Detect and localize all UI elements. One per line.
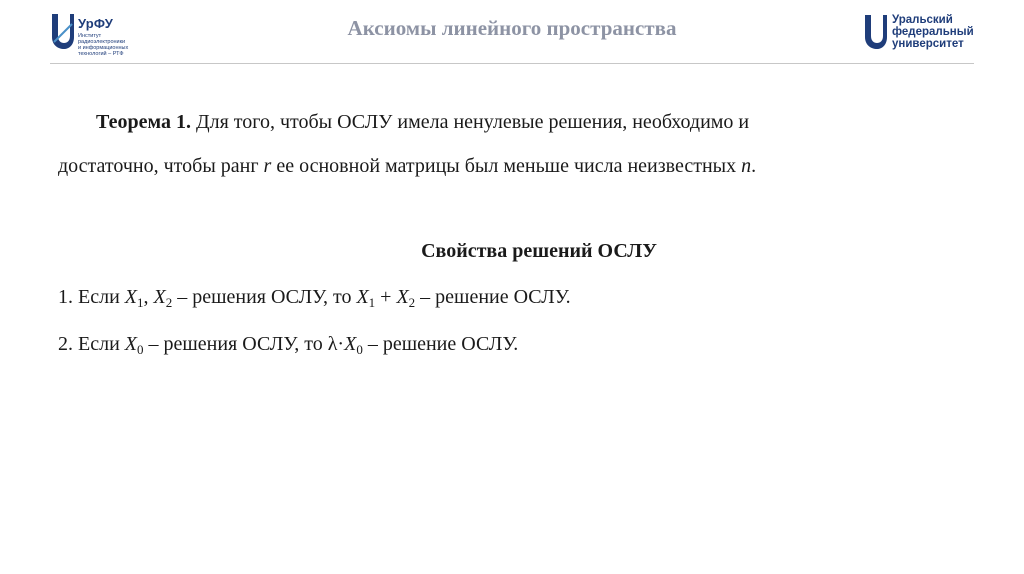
logo-institute-text: Институт радиоэлектроники и информационных технологий – РТФ [78, 33, 129, 57]
logo-brand-text: УрФУ [78, 16, 114, 31]
var-r: r [263, 155, 272, 177]
theorem-label: Теорема 1. [96, 111, 191, 133]
var-n: n [741, 155, 752, 177]
theorem-block [58, 100, 958, 188]
property-item-1: 1. Если $X_1$, $X_2$ – решения ОСЛУ, то $X_1 + X_2$ – решение ОСЛУ. [58, 286, 571, 310]
slide-title: Аксиомы линейного пространства [347, 16, 677, 40]
theorem-line-1: Теорема 1. Для того, чтобы ОСЛУ имела ненулевые решения, необходимо и [96, 111, 750, 133]
theorem-line-2: достаточно, чтобы ранг r ее основной матрицы был меньше числа неизвестных n. [58, 155, 757, 177]
logo-university-text: Уральский федеральный университет [892, 14, 974, 50]
properties-title: Свойства решений ОСЛУ [421, 240, 657, 262]
property-item-2: 2. Если $X_0$ – решения ОСЛУ, то $\lambda\cdot X_0$ – решение ОСЛУ. [58, 333, 519, 357]
